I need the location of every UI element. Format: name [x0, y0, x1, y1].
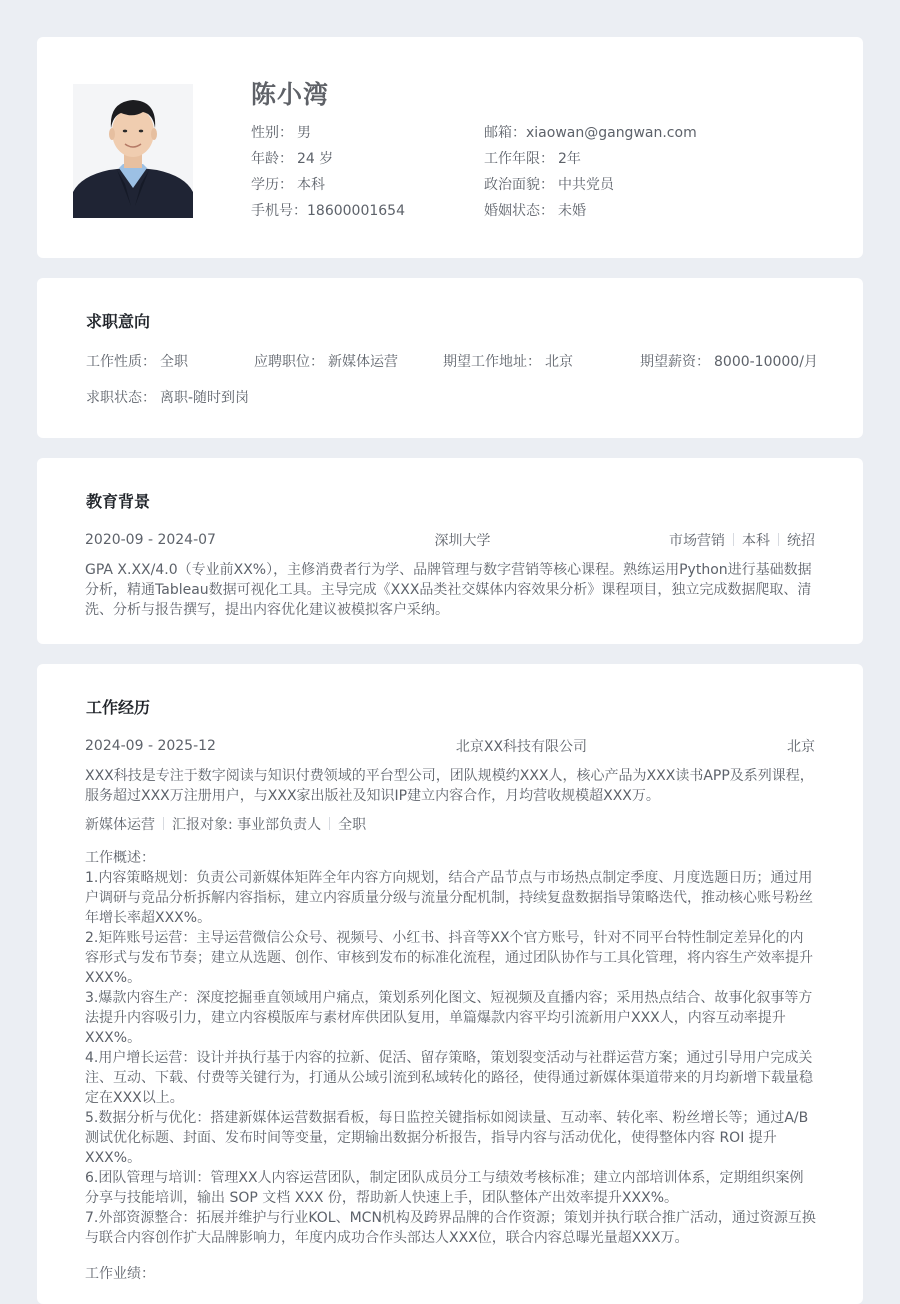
info-value: 18600001654 — [307, 203, 405, 219]
info-education — [251, 174, 325, 194]
info-label: 工作性质： — [86, 354, 156, 370]
divider — [329, 817, 330, 830]
info-label: 政治面貌： — [484, 177, 554, 193]
education-card — [37, 458, 863, 644]
intent-type — [86, 351, 188, 371]
education-header-row — [85, 530, 815, 550]
info-value: 未婚 — [558, 203, 586, 219]
info-value: xiaowan@gangwan.com — [526, 125, 697, 141]
info-experience — [484, 148, 581, 168]
work-tags — [85, 814, 366, 834]
work-role: 新媒体运营 — [85, 817, 155, 833]
work-company: 北京XX科技有限公司 — [455, 739, 588, 755]
info-value: 全职 — [160, 354, 188, 370]
education-school: 深圳大学 — [434, 533, 491, 549]
info-value: 本科 — [297, 177, 325, 193]
info-label: 求职状态： — [86, 390, 156, 406]
info-label: 期望薪资： — [640, 354, 710, 370]
info-age — [251, 148, 333, 168]
info-value: 中共党员 — [558, 177, 614, 193]
info-label: 邮箱： — [484, 125, 526, 141]
intent-location — [443, 351, 573, 371]
info-label: 手机号： — [251, 203, 307, 219]
achievements-label: 工作业绩： — [85, 1266, 155, 1282]
company-description: XXX科技是专注于数字阅读与知识付费领域的平台型公司，团队规模约XXX人，核心产品为XXX读书APP及系列课程，服务超过XXX万注册用户，与XXX家出版社及知识IP建立内容合作，月均营收规模超XXX万。 — [85, 768, 814, 804]
info-marital — [484, 200, 586, 220]
info-value: 24 岁 — [297, 151, 334, 167]
intent-status — [86, 387, 249, 407]
overview-item: 3.爆款内容生产：深度挖掘垂直领域用户痛点，策划系列化图文、短视频及直播内容；采用热点结合、故事化叙事等方法提升内容吸引力，建立内容模版库与素材库供团队复用，单篇爆款内容平均引流新用户XXX人，内容互动率提升XXX%。 — [85, 990, 813, 1046]
info-value: 北京 — [545, 354, 573, 370]
overview-item: 5.数据分析与优化：搭建新媒体运营数据看板，每日监控关键指标如阅读量、互动率、转化率、粉丝增长等；通过A/B测试优化标题、封面、发布时间等变量，定期输出数据分析报告，指导内容与活动优化，使得整体内容 ROI 提升XXX%。 — [85, 1110, 809, 1166]
info-value: 男 — [297, 125, 311, 141]
info-value: 2年 — [558, 151, 581, 167]
work-period: 2024-09 - 2025-12 — [85, 738, 216, 754]
work-experience-card — [37, 664, 863, 1304]
section-title: 工作经历 — [86, 698, 151, 717]
education-description: GPA X.XX/4.0（专业前XX%），主修消费者行为学、品牌管理与数字营销等核心课程。熟练运用Python进行基础数据分析，精通Tableau数据可视化工具。主导完成《XXX品类社交媒体内容效果分析》课程项目，独立完成数据爬取、清洗、分析与报告撰写，提出内容优化建议被模拟客户采纳。 — [85, 562, 812, 618]
avatar-photo — [73, 84, 193, 218]
section-title: 求职意向 — [86, 312, 151, 331]
education-period: 2020-09 - 2024-07 — [85, 532, 216, 548]
info-email — [484, 122, 697, 142]
info-value: 离职-随时到岗 — [160, 390, 250, 406]
person-photo-icon — [73, 84, 193, 218]
info-gender — [251, 122, 311, 142]
overview-item: 6.团队管理与培训：管理XX人内容运营团队，制定团队成员分工与绩效考核标准；建立内部培训体系，定期组织案例分享与技能培训，输出 SOP 文档 XXX 份，帮助新人快速上手，团队整体产出效率提升XXX%。 — [85, 1170, 804, 1206]
overview-item: 2.矩阵账号运营：主导运营微信公众号、视频号、小红书、抖音等XX个官方账号，针对不同平台特性制定差异化的内容形式与发布节奏；建立从选题、创作、审核到发布的标准化流程，通过团队协作与工具化管理，将内容生产效率提升XXX%。 — [85, 930, 813, 986]
overview-item: 7.外部资源整合：拓展并维护与行业KOL、MCN机构及跨界品牌的合作资源；策划并执行联合推广活动，通过资源互换与联合内容创作扩大品牌影响力，年度内成功合作头部达人XXX位，联合内容总曝光量超XXX万。 — [85, 1210, 816, 1246]
divider — [163, 817, 164, 830]
divider — [733, 533, 734, 546]
overview-item: 4.用户增长运营：设计并执行基于内容的拉新、促活、留存策略，策划裂变活动与社群运营方案；通过引导用户完成关注、互动、下载、付费等关键行为，打通从公域引流到私域转化的路径，使得通过新媒体渠道带来的月均新增下载量稳定在XXX以上。 — [85, 1050, 813, 1106]
info-label: 期望工作地址： — [443, 354, 541, 370]
work-city: 北京 — [786, 739, 815, 755]
info-label: 学历： — [251, 177, 293, 193]
info-political — [484, 174, 614, 194]
work-report-to: 汇报对象: 事业部负责人 — [172, 817, 322, 833]
divider — [778, 533, 779, 546]
work-header-row — [85, 736, 815, 756]
overview-item: 1.内容策略规划：负责公司新媒体矩阵全年内容方向规划，结合产品节点与市场热点制定季度、月度选题日历；通过用户调研与竞品分析拆解内容指标，建立内容质量分级与流量分配机制，持续复盘数据指导策略迭代，推动核心账号粉丝年增长率超XXX%。 — [85, 870, 813, 926]
info-label: 应聘职位： — [254, 354, 324, 370]
info-value: 新媒体运营 — [328, 354, 398, 370]
info-label: 年龄： — [251, 151, 293, 167]
candidate-name: 陈小湾 — [251, 80, 330, 109]
section-title: 教育背景 — [86, 492, 151, 511]
education-degree: 本科 — [741, 533, 770, 549]
education-enroll: 统招 — [786, 533, 815, 549]
overview-label: 工作概述： — [85, 850, 155, 866]
work-job-type: 全职 — [338, 817, 367, 833]
education-major: 市场营销 — [668, 533, 725, 549]
profile-card — [37, 37, 863, 258]
info-value: 8000-10000/月 — [714, 354, 818, 370]
intent-salary — [640, 351, 818, 371]
info-label: 性别： — [251, 125, 293, 141]
education-tags — [669, 530, 815, 550]
job-intent-card — [37, 278, 863, 438]
info-label: 婚姻状态： — [484, 203, 554, 219]
intent-position — [254, 351, 398, 371]
info-label: 工作年限： — [484, 151, 554, 167]
work-overview — [85, 848, 817, 1284]
info-phone — [251, 200, 405, 220]
